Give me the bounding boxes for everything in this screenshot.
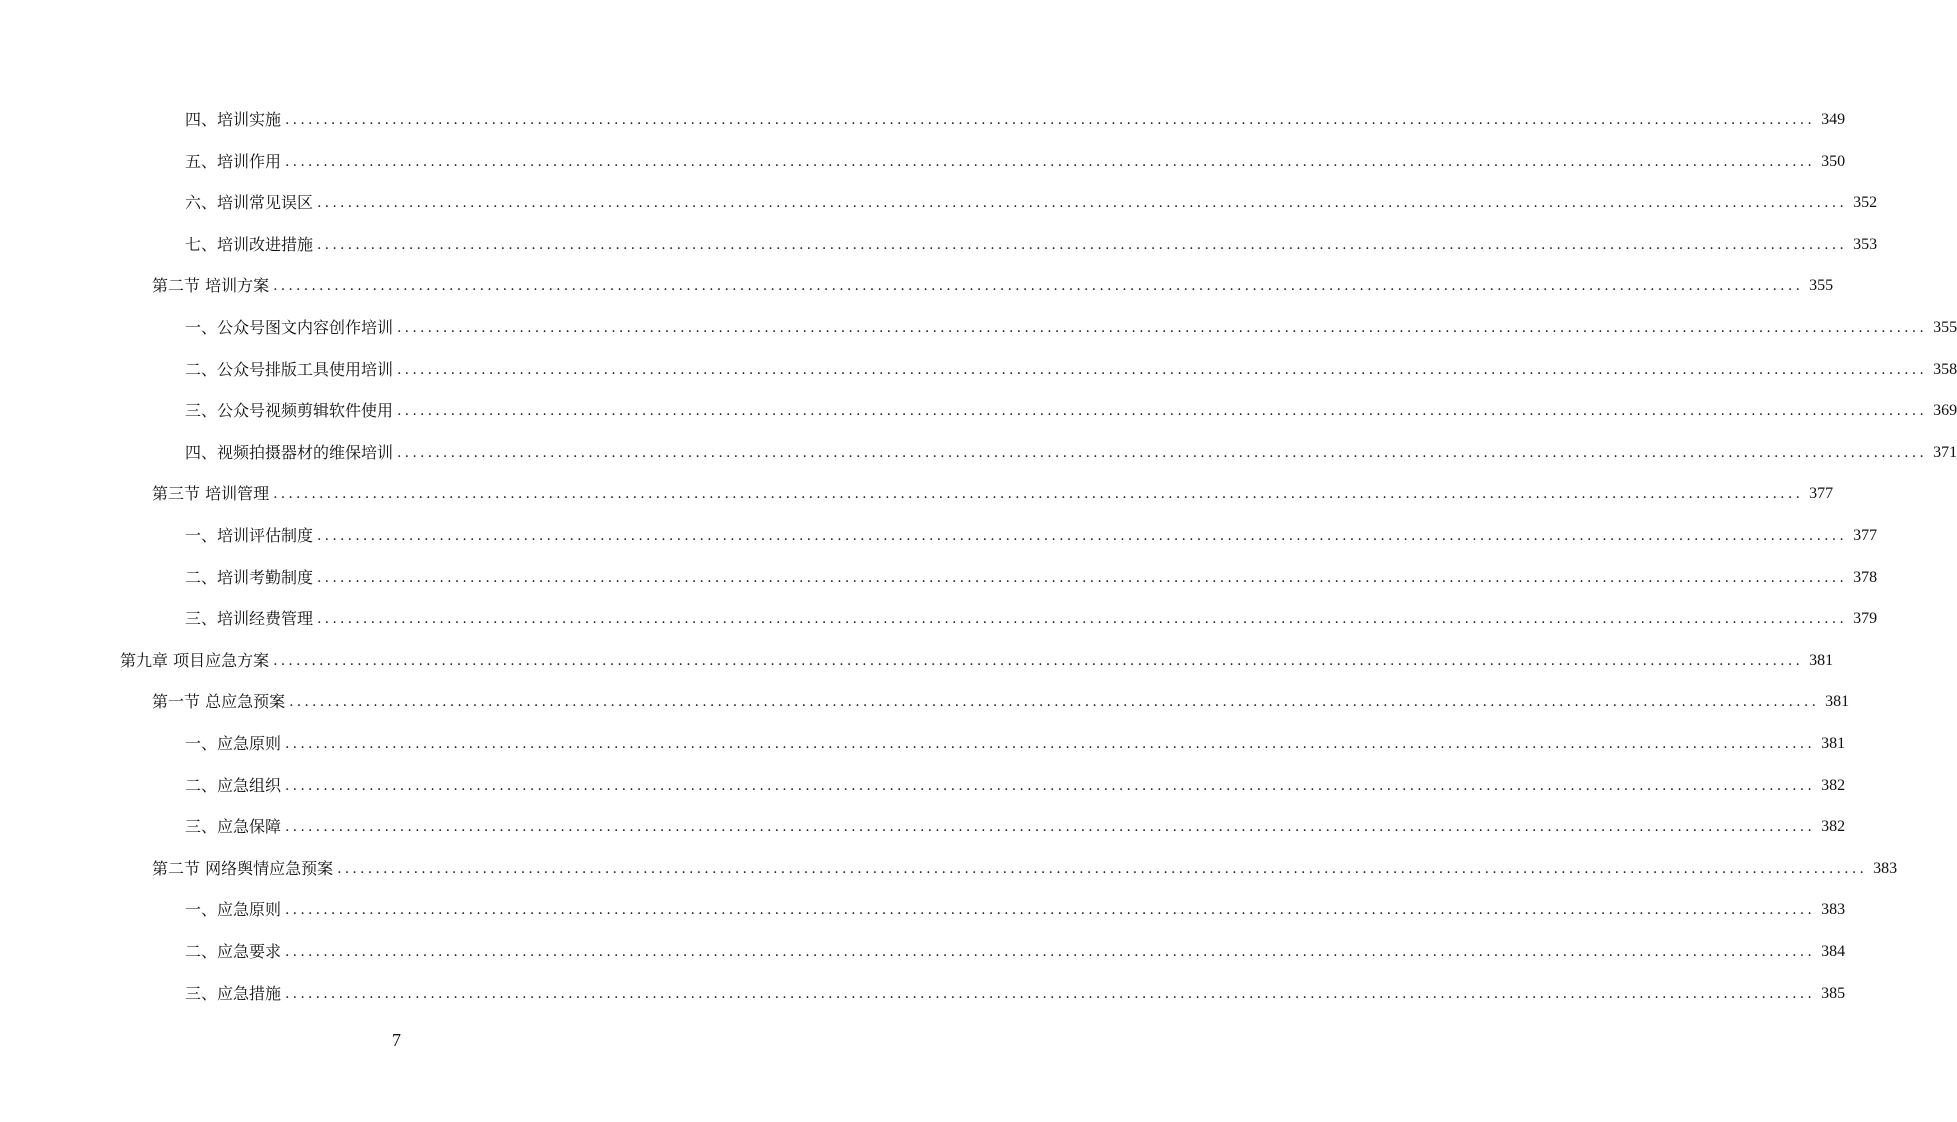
toc-entry-page: 353 [1853, 235, 1878, 253]
toc-dot-leader: ........................................................................................................................................................................................................ [397, 361, 1928, 378]
toc-entry[interactable] [185, 603, 1878, 629]
toc-entry[interactable] [152, 686, 1850, 712]
toc-entry[interactable] [185, 520, 1878, 546]
toc-dot-leader: ........................................................................................................................................................................................................ [317, 528, 1848, 544]
toc-entry[interactable] [185, 437, 1957, 463]
toc-entry-page: 377 [1809, 485, 1834, 503]
toc-entry-title: 五、培训作用 [185, 151, 282, 171]
toc-dot-leader: ........................................................................................................................................................................................................ [289, 694, 1820, 711]
toc-entry-title: 二、公众号排版工具使用培训 [185, 359, 394, 379]
toc-entry[interactable] [185, 770, 1846, 796]
toc-entry[interactable] [185, 936, 1846, 962]
toc-entry-title: 七、培训改进措施 [185, 234, 314, 254]
toc-entry-title: 四、视频拍摄器材的维保培训 [185, 442, 394, 462]
toc-entry-page: 358 [1933, 360, 1957, 378]
toc-entry[interactable] [185, 187, 1878, 213]
toc-entry-title: 一、应急原则 [185, 734, 282, 753]
toc-entry-page: 349 [1821, 111, 1846, 128]
toc-entry[interactable] [185, 562, 1878, 588]
toc-entry-title: 第二节 网络舆情应急预案 [152, 858, 334, 878]
toc-entry-title: 三、应急措施 [185, 983, 282, 1003]
toc-dot-leader: ........................................................................................................................................................................................................ [285, 736, 1816, 752]
toc-entry-page: 378 [1853, 568, 1878, 586]
toc-dot-leader: ........................................................................................................................................................................................................ [285, 777, 1816, 794]
toc-dot-leader: ........................................................................................................................................................................................................ [317, 569, 1848, 586]
toc-entry[interactable] [120, 645, 1834, 671]
toc-dot-leader: ........................................................................................................................................................................................................ [285, 112, 1816, 128]
toc-entry-title: 六、培训常见误区 [185, 193, 314, 213]
toc-dot-leader: ........................................................................................................................................................................................................ [397, 444, 1928, 461]
toc-entry-page: 383 [1873, 859, 1898, 877]
toc-dot-leader: ........................................................................................................................................................................................................ [285, 944, 1816, 960]
toc-entry-page: 350 [1821, 152, 1846, 170]
toc-dot-leader: ........................................................................................................................................................................................................ [285, 902, 1816, 919]
toc-dot-leader: ........................................................................................................................................................................................................ [337, 860, 1868, 877]
toc-entry-title: 第九章 项目应急方案 [120, 650, 270, 670]
toc-dot-leader: ........................................................................................................................................................................................................ [397, 320, 1928, 336]
toc-entry[interactable] [185, 104, 1846, 130]
toc-dot-leader: ........................................................................................................................................................................................................ [273, 486, 1804, 503]
toc-entry-title: 一、应急原则 [185, 900, 282, 920]
toc-entry-title: 第一节 总应急预案 [152, 692, 286, 712]
toc-entry[interactable] [185, 146, 1846, 172]
toc-entry-page: 382 [1821, 776, 1846, 794]
toc-dot-leader: ........................................................................................................................................................................................................ [397, 403, 1928, 420]
toc-entry-title: 三、应急保障 [185, 817, 282, 837]
toc-dot-leader: ........................................................................................................................................................................................................ [317, 236, 1848, 253]
toc-entry[interactable] [152, 270, 1834, 296]
toc-entry-page: 384 [1821, 943, 1846, 960]
toc-entry-title: 第三节 培训管理 [152, 484, 270, 504]
toc-entry-title: 三、培训经费管理 [185, 609, 314, 629]
toc-entry-page: 371 [1933, 443, 1957, 461]
toc-entry-page: 381 [1821, 735, 1846, 752]
toc-entry[interactable] [185, 978, 1846, 1004]
toc-entry-title: 四、培训实施 [185, 110, 282, 129]
toc-entry[interactable] [185, 894, 1846, 920]
toc-entry-page: 379 [1853, 610, 1878, 628]
toc-entry-title: 第二节 培训方案 [152, 276, 270, 296]
toc-entry-page: 369 [1933, 402, 1957, 420]
toc-entry-title: 二、应急组织 [185, 775, 282, 795]
toc-entry[interactable] [185, 811, 1846, 837]
toc-entry-title: 二、培训考勤制度 [185, 567, 314, 587]
toc-entry[interactable] [185, 395, 1957, 421]
toc-entry-page: 381 [1825, 693, 1850, 711]
toc-dot-leader: ........................................................................................................................................................................................................ [285, 985, 1816, 1002]
toc-entry[interactable] [152, 478, 1834, 504]
toc-entry-page: 381 [1809, 651, 1834, 669]
toc-entry-page: 385 [1821, 984, 1846, 1002]
toc-entry-page: 377 [1853, 527, 1878, 544]
toc-dot-leader: ........................................................................................................................................................................................................ [285, 819, 1816, 836]
toc-entry-title: 一、公众号图文内容创作培训 [185, 318, 394, 337]
toc-entry-title: 二、应急要求 [185, 942, 282, 961]
toc-entry[interactable] [152, 853, 1898, 879]
toc-dot-leader: ........................................................................................................................................................................................................ [285, 153, 1816, 170]
toc-dot-leader: ........................................................................................................................................................................................................ [317, 195, 1848, 212]
toc-entry-page: 355 [1809, 277, 1834, 295]
toc-dot-leader: ........................................................................................................................................................................................................ [317, 611, 1848, 628]
toc-entry-title: 三、公众号视频剪辑软件使用 [185, 401, 394, 421]
toc-entry-page: 382 [1821, 818, 1846, 836]
toc-dot-leader: ........................................................................................................................................................................................................ [273, 652, 1804, 669]
toc-dot-leader: ........................................................................................................................................................................................................ [273, 278, 1804, 295]
toc-entry[interactable] [185, 229, 1878, 255]
page-number: 7 [392, 1030, 401, 1050]
toc-entry-title: 一、培训评估制度 [185, 526, 314, 545]
toc-entry[interactable] [185, 728, 1846, 754]
toc-entry-page: 383 [1821, 901, 1846, 919]
toc-entry-page: 355 [1933, 319, 1957, 336]
toc-entry[interactable] [185, 312, 1957, 338]
toc-entry[interactable] [185, 354, 1957, 380]
toc-entry-page: 352 [1853, 194, 1878, 212]
